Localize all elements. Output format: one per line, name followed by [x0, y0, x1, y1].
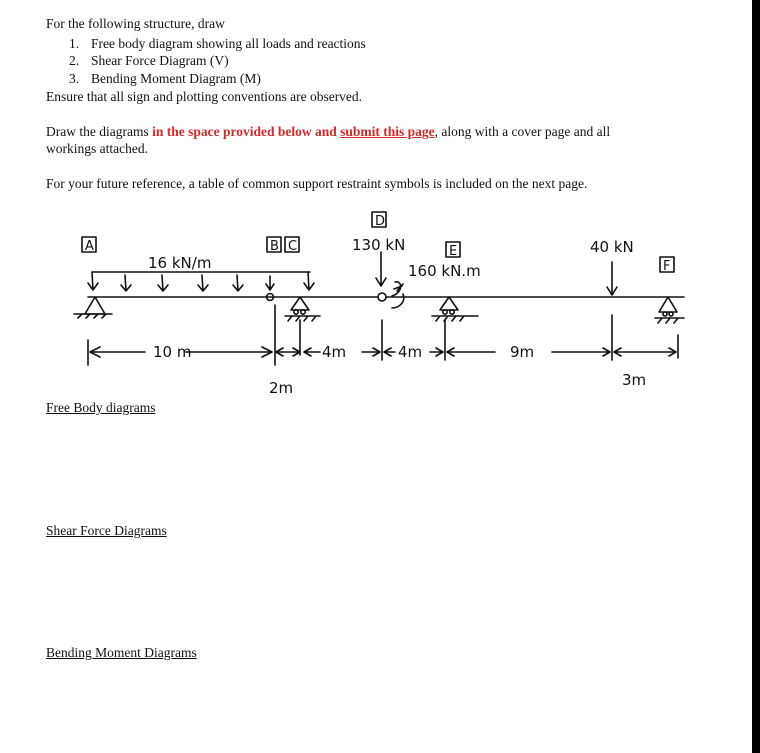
dim-fg-label: 3m — [622, 371, 647, 389]
label-b: B — [270, 239, 279, 254]
moment-e-label: 160 kN.m — [408, 262, 481, 280]
udl-label: 16 kN/m — [148, 254, 212, 272]
submit-page-emphasis: submit this page — [340, 124, 435, 139]
udl-arrow-5 — [233, 275, 243, 291]
udl-arrow-2 — [121, 275, 131, 291]
label-a: A — [85, 239, 94, 254]
list-item-bending-moment: Bending Moment Diagram (M) — [91, 71, 261, 86]
free-body-heading: Free Body diagrams — [46, 400, 156, 415]
udl-arrow-7 — [304, 272, 314, 290]
dim-de-label: 4m — [398, 343, 423, 361]
load-40kn-label: 40 kN — [590, 238, 634, 256]
udl-arrow-6 — [266, 276, 274, 290]
label-d: D — [375, 214, 386, 229]
support-a-pin — [85, 297, 105, 314]
intro-text: For the following structure, draw — [46, 16, 225, 31]
page-edge-bar — [752, 0, 760, 753]
udl-arrow-4 — [198, 275, 208, 291]
load-d-label: 130 kN — [352, 236, 406, 254]
label-f: F — [663, 259, 671, 274]
udl-arrow-1 — [88, 272, 98, 290]
dim-bc-label: 2m — [269, 379, 294, 397]
label-e: E — [449, 244, 458, 259]
draw-instruction-a: Draw the diagrams — [46, 124, 153, 139]
hinge-d — [378, 293, 386, 301]
conventions-text: Ensure that all sign and plotting conventions are observed. — [46, 89, 363, 104]
draw-instruction-d: , along with a cover page and all — [434, 124, 611, 139]
udl-arrow-3 — [158, 275, 168, 291]
support-f-ground — [655, 318, 684, 323]
label-c: C — [288, 239, 298, 254]
list-item-shear-force: Shear Force Diagram (V) — [91, 53, 229, 68]
load-d-arrow — [376, 252, 386, 286]
support-a-ground — [74, 314, 112, 318]
list-item-free-body: Free body diagram showing all loads and reactions — [91, 36, 366, 51]
reference-text: For your future reference, a table of common support restraint symbols is included on the next page. — [46, 176, 588, 191]
list-number-1: 1. — [69, 36, 80, 51]
support-c-ground — [285, 316, 320, 321]
draw-instruction-line1 — [46, 124, 610, 140]
dim-cd-label: 4m — [322, 343, 347, 361]
load-40kn-arrow — [607, 262, 617, 295]
beam-figure — [0, 200, 745, 400]
shear-force-heading: Shear Force Diagrams — [46, 523, 167, 538]
dim-ab-label: 10 m — [153, 343, 192, 361]
bending-moment-heading: Bending Moment Diagrams — [46, 645, 197, 660]
draw-instruction-highlight: in the space provided below and — [152, 124, 341, 139]
list-number-2: 2. — [69, 53, 80, 68]
dim-ef-label: 9m — [510, 343, 535, 361]
list-number-3: 3. — [69, 71, 80, 86]
support-e-ground — [432, 316, 478, 321]
draw-instruction-line2: workings attached. — [46, 141, 148, 156]
